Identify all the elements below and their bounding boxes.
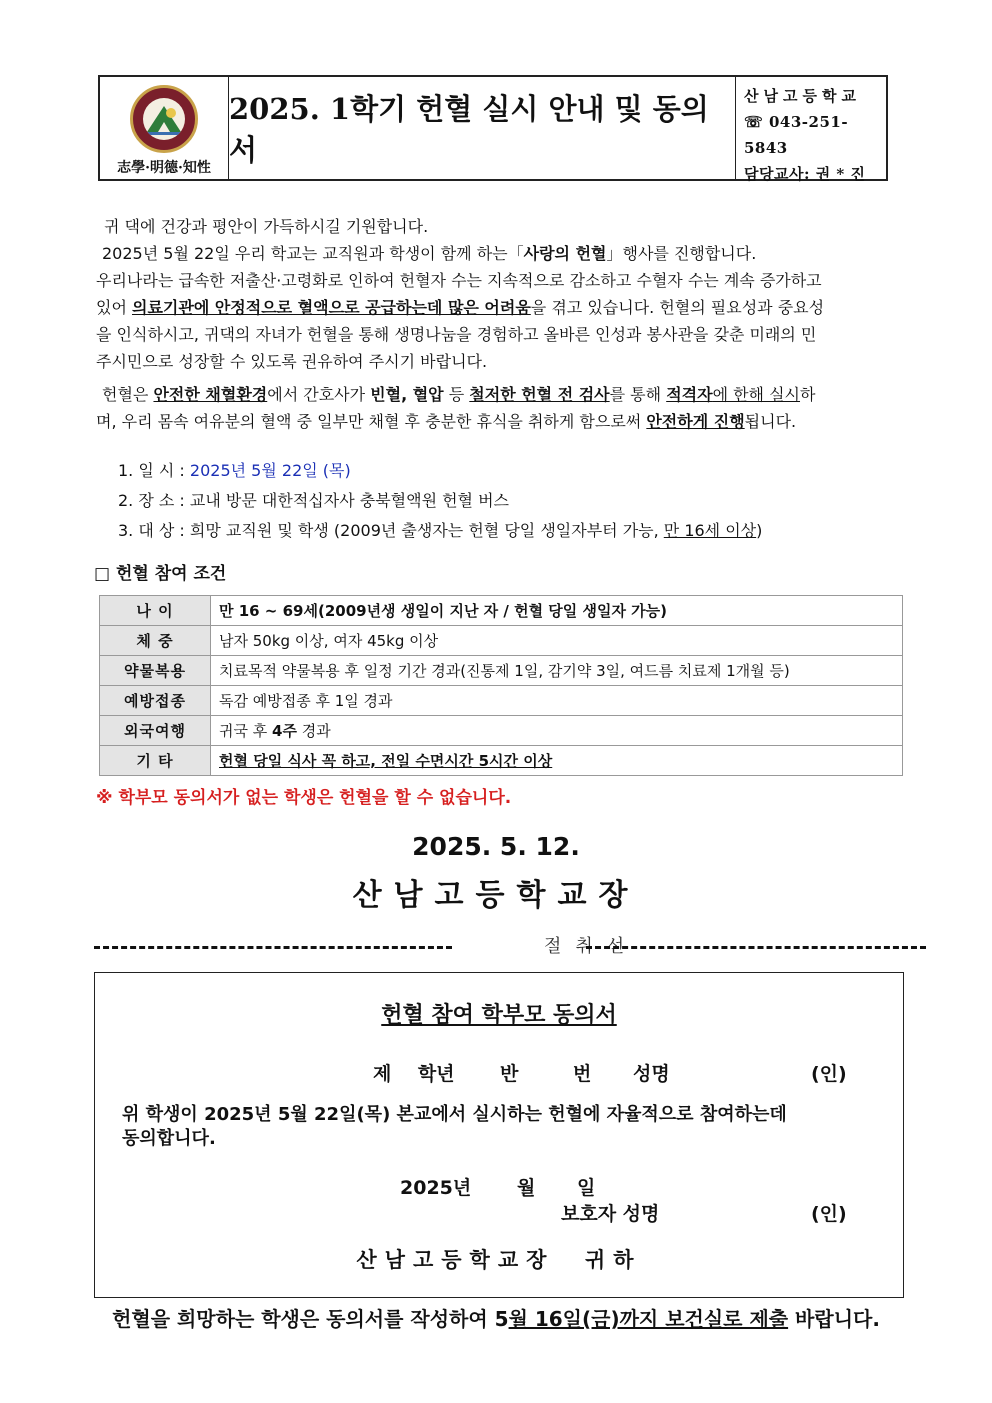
logo-cell [100,77,229,179]
body-line: 며, 우리 몸속 여유분의 혈액 중 일부만 채혈 후 충분한 휴식을 취하게 함으로써 안전하게 진행됩니다. [96,412,797,431]
school-info [736,77,886,183]
condition-value: 귀국 후 4주 경과 [211,716,903,746]
intro-paragraph-1 [96,213,898,375]
body-line: 주시민으로 성장할 수 있도록 권유하여 주시기 바랍니다. [96,352,488,371]
body-line: 을 인식하시고, 귀댁의 자녀가 헌혈을 통해 생명나눔을 경험하고 올바른 인성과 봉사관을 갖춘 미래의 민 [96,325,817,344]
detail-target: 3. 대 상 : 희망 교직원 및 학생 (2009년 출생자는 헌혈 당일 생일자부터 가능, 만 16세 이상) [118,521,763,540]
condition-value: 헌혈 당일 식사 꼭 하고, 전일 수면시간 5시간 이상 [211,746,903,776]
teacher-in-charge: 담당교사: 권 * 진 [744,165,866,183]
document-title: 2025. 1학기 헌혈 실시 안내 및 동의서 [229,77,736,179]
condition-value: 만 16 ~ 69세(2009년생 생일이 지난 자 / 헌혈 당일 생일자 가능) [211,596,903,626]
header-box [98,75,888,181]
number-field[interactable]: 번 [573,1063,592,1085]
school-motto: 志學·明德·知性 [117,160,211,176]
condition-value: 독감 예방접종 후 1일 경과 [211,686,903,716]
body-line: 헌혈은 안전한 채혈환경에서 간호사가 빈혈, 혈압 등 철저한 헌혈 전 검사를 통해 적격자에 한해 실시하 [102,385,816,404]
consent-year: 2025년 [400,1177,472,1199]
event-line: 2025년 5월 22일 우리 학교는 교직원과 학생이 함께 하는「사랑의 헌혈」행사를 진행합니다. [102,244,757,263]
detail-place: 2. 장 소 : 교내 방문 대한적십자사 충북혈액원 헌혈 버스 [118,491,510,510]
class-field[interactable]: 반 [500,1063,519,1085]
condition-key: 약물복용 [100,656,211,686]
consent-warning: ※ 학부모 동의서가 없는 학생은 헌혈을 할 수 없습니다. [96,788,512,808]
dashed-divider [94,946,452,949]
submission-notice: 헌혈을 희망하는 학생은 동의서를 작성하여 5월 16일(금)까지 보건실로 제출 바랍니다. [112,1307,880,1331]
guardian-seal-mark: (인) [811,1203,847,1225]
table-row [100,686,903,716]
mountain-icon [143,98,185,140]
consent-day-field[interactable]: 일 [577,1177,596,1199]
cut-label: 절취선 [544,936,639,957]
principal-signature: 산남고등학교장 [352,878,640,913]
table-row [100,656,903,686]
student-name-field[interactable]: 성명 [633,1063,670,1085]
school-logo [130,85,198,153]
body-line: 있어 의료기관에 안정적으로 혈액으로 공급하는데 많은 어려움을 겪고 있습니다. 헌혈의 필요성과 중요성 [96,298,825,317]
guardian-name-field[interactable]: 보호자 성명 [561,1203,660,1225]
event-details [118,456,762,546]
detail-date: 1. 일 시 : 2025년 5월 22일 (목) [118,461,351,480]
condition-key: 외국여행 [100,716,211,746]
cut-line [94,937,926,957]
conditions-title: □ 헌혈 참여 조건 [94,564,227,584]
intro-paragraph-2 [96,381,898,435]
table-row [100,716,903,746]
condition-key: 체 중 [100,626,211,656]
condition-value: 남자 50kg 이상, 여자 45kg 이상 [211,626,903,656]
consent-addressee: 산남고등학교장 귀하 [356,1247,642,1272]
grade-field[interactable]: 제 학년 [373,1063,455,1085]
consent-title: 헌혈 참여 학부모 동의서 [381,1003,617,1028]
logo-emblem [143,98,185,140]
greeting-line: 귀 댁에 건강과 평안이 가득하시길 기원합니다. [104,217,429,236]
condition-key: 나 이 [100,596,211,626]
condition-value: 치료목적 약물복용 후 일정 기간 경과(진통제 1일, 감기약 3일, 여드름 치료제 1개월 등) [211,656,903,686]
condition-key: 기 타 [100,746,211,776]
school-phone: ☏ 043-251-5843 [744,113,849,157]
issue-date: 2025. 5. 12. [412,832,580,861]
consent-form [94,972,904,1298]
table-row [100,626,903,656]
seal-mark: (인) [811,1063,847,1085]
table-row [100,596,903,626]
consent-statement: 위 학생이 2025년 5월 22일(목) 본교에서 실시하는 헌혈에 자율적으로 참여하는데 동의합니다. [122,1104,787,1149]
condition-key: 예방접종 [100,686,211,716]
consent-month-field[interactable]: 월 [517,1177,536,1199]
school-name: 산남고등학교 [744,87,861,105]
conditions-table [99,595,903,776]
body-line: 우리나라는 급속한 저출산·고령화로 인하여 헌혈자 수는 지속적으로 감소하고 수혈자 수는 계속 증가하고 [96,271,822,290]
table-row [100,746,903,776]
dashed-divider [586,946,926,949]
